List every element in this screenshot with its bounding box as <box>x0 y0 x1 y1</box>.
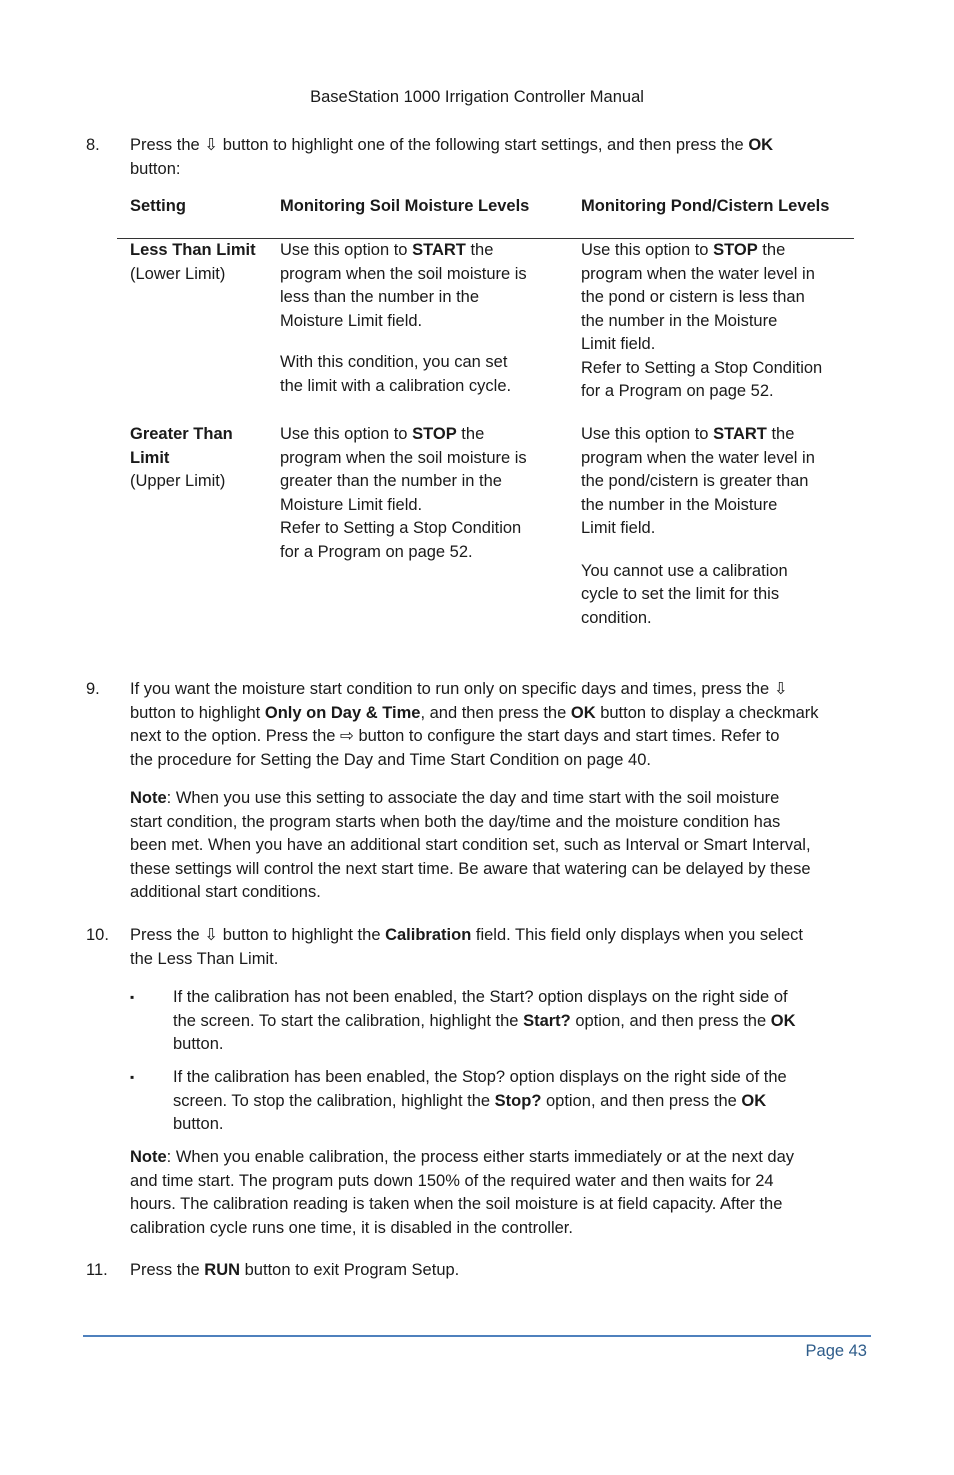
right-arrow-icon: ⇨ <box>340 727 354 745</box>
row1-pond: Use this option to STOP the program when the water level in the pond or cistern is less than the number in the Moisture Limit field. Refer to Setting a Stop Condition for a Program on page 52. <box>581 241 823 400</box>
step-10-note: Note: When you enable calibration, the process either starts immediately or at the next day and time start. The program puts down 150% of the required water and then waits for 24 hours. The calibration reading is taken when the soil moisture is at field capacity. After the calibration cycle runs one time, it is disabled in the controller. <box>130 1148 794 1237</box>
step-8-text: Press the ⇩ button to highlight one of the following start settings, and then press the OK button: <box>130 136 774 178</box>
down-arrow-icon: ⇩ <box>204 136 219 154</box>
row1-setting: Less Than Limit (Lower Limit) <box>130 241 256 283</box>
step-10-bullet-1: If the calibration has not been enabled, the Start? option displays on the right side of the screen. To start the calibration, highlight the Start? option, and then press the OK button. <box>173 988 796 1053</box>
down-arrow-icon: ⇩ <box>773 680 788 698</box>
step-11-text: Press the RUN button to exit Program Setup. <box>130 1261 460 1279</box>
step-8-number: 8. <box>86 136 100 154</box>
row2-soil: Use this option to STOP the program when the soil moisture is greater than the number in the Moisture Limit field. Refer to Setting a Stop Condition for a Program on page 52. <box>280 425 527 561</box>
table-header-pond: Monitoring Pond/Cistern Levels <box>581 197 830 215</box>
step-10-bullet-2: If the calibration has been enabled, the Stop? option displays on the right side of the screen. To stop the calibration, highlight the Stop? option, and then press the OK button. <box>173 1068 787 1133</box>
row2-setting: Greater Than Limit (Upper Limit) <box>130 425 233 490</box>
step-9-note: Note: When you use this setting to associate the day and time start with the soil moisture start condition, the program starts when both the day/time and the moisture condition has been met. When you have an additional start condition set, such as Interval or Smart Interval, these settings will control the next start time. Be aware that watering can be delayed by these additional start conditions. <box>130 789 811 901</box>
page-number: Page 43 <box>805 1342 867 1360</box>
step-11-number: 11. <box>86 1261 108 1279</box>
document-header: BaseStation 1000 Irrigation Controller Manual <box>310 88 644 106</box>
footer-rule <box>83 1335 871 1337</box>
step-10-number: 10. <box>86 926 109 944</box>
bullet-icon: ▪ <box>130 990 135 1004</box>
step-9-text: If you want the moisture start condition to run only on specific days and times, press the ⇩ button to highlight Only on Day & Time, and then press the OK button to display a checkmark next to the option. Press the ⇨ button to configure the start days and start times. Refer to the procedure for Setting the Day and Time Start Condition on page 40. <box>130 680 819 769</box>
table-header-setting: Setting <box>130 197 186 215</box>
row2-pond: Use this option to START the program when the water level in the pond/cistern is greater than the number in the Moisture Limit field. You cannot use a calibration cycle to set the limit for this condition. <box>581 425 815 627</box>
row1-soil: Use this option to START the program when the soil moisture is less than the number in the Moisture Limit field. With this condition, you can set the limit with a calibration cycle. <box>280 241 527 395</box>
down-arrow-icon: ⇩ <box>204 926 219 944</box>
step-10-text: Press the ⇩ button to highlight the Calibration field. This field only displays when you select the Less Than Limit. <box>130 926 803 968</box>
bullet-icon: ▪ <box>130 1070 135 1084</box>
table-header-soil: Monitoring Soil Moisture Levels <box>280 197 530 215</box>
step-9-number: 9. <box>86 680 100 698</box>
